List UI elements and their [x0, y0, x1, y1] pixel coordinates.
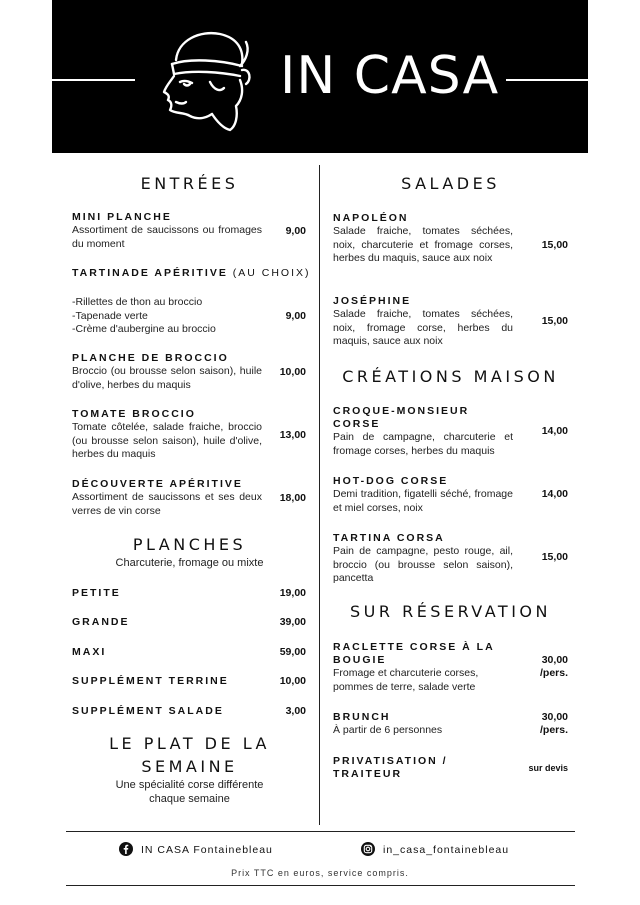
item-description: Broccio (ou brousse selon saison), huile d'olive, herbes du maquis: [72, 365, 262, 391]
item-name: HOT-DOG CORSE: [333, 475, 449, 487]
column-divider: [319, 165, 320, 825]
footer-rule-bottom: [66, 885, 575, 886]
instagram-label: in_casa_fontainebleau: [383, 844, 510, 856]
item-name: DÉCOUVERTE APÉRITIVE: [72, 478, 243, 490]
item-price: 13,00: [279, 429, 306, 441]
item-price: 10,00: [279, 675, 306, 687]
menu-item: [72, 211, 262, 251]
item-price: 3,00: [285, 705, 306, 717]
menu-item: [72, 705, 262, 718]
section-title-plat: [72, 732, 307, 778]
menu-item: [333, 295, 513, 349]
facebook-link[interactable]: [119, 843, 273, 857]
item-price: 14,00: [541, 425, 568, 437]
section-title-creations: CRÉATIONS MAISON: [342, 367, 559, 386]
item-name: BRUNCH: [333, 711, 391, 723]
item-name: CROQUE-MONSIEUR CORSE: [333, 405, 470, 430]
menu-item: [333, 405, 513, 458]
item-name: MINI PLANCHE: [72, 211, 172, 223]
banner-rule-left: [52, 79, 135, 81]
price-note: Prix TTC en euros, service compris.: [231, 868, 409, 878]
item-name: NAPOLÉON: [333, 212, 409, 224]
item-description: Assortiment de saucissons et ses deux verres de vin corse: [72, 491, 262, 517]
item-name: TOMATE BROCCIO: [72, 408, 196, 420]
item-description: Tomate côtelée, salade fraiche, broccio (ou brousse selon saison), huile d'olive, herbes du maquis: [72, 421, 262, 460]
item-name: SUPPLÉMENT SALADE: [72, 705, 224, 717]
item-description: Pain de campagne, charcuterie et fromage corses, herbes du maquis: [333, 431, 513, 457]
section-title-entrees: ENTRÉES: [140, 174, 239, 193]
item-name: TARTINA CORSA: [333, 532, 445, 544]
menu-item: [333, 755, 523, 781]
plat-description-line: chaque semaine: [149, 793, 230, 805]
menu-item: [72, 646, 262, 659]
item-price-unit: /pers.: [539, 724, 568, 736]
brand-title: IN CASA: [280, 46, 500, 106]
item-description: Pain de campagne, pesto rouge, ail, broccio (ou brousse selon saison), pancetta: [333, 545, 513, 584]
section-title-salades: SALADES: [401, 174, 500, 193]
item-option: -Crème d'aubergine au broccio: [72, 323, 216, 335]
item-price: 59,00: [279, 646, 306, 658]
item-price: 15,00: [541, 315, 568, 327]
menu-item: [333, 641, 523, 694]
instagram-icon: [361, 842, 375, 856]
instagram-link[interactable]: [361, 843, 509, 857]
item-description: Assortiment de saucissons ou fromages du moment: [72, 224, 262, 250]
item-name: PETITE: [72, 587, 121, 599]
facebook-icon: [119, 842, 133, 856]
item-name: SUPPLÉMENT TERRINE: [72, 675, 229, 687]
item-name: GRANDE: [72, 616, 130, 628]
facebook-label: IN CASA Fontainebleau: [141, 844, 273, 856]
item-name: RACLETTE CORSE À LA: [333, 641, 495, 653]
item-price: 15,00: [541, 551, 568, 563]
item-price: 18,00: [279, 492, 306, 504]
menu-item: [72, 267, 312, 280]
item-name: PRIVATISATION /: [333, 755, 448, 767]
item-price-unit: /pers.: [539, 667, 568, 679]
item-name: BOUGIE: [333, 654, 387, 666]
item-name: TRAITEUR: [333, 768, 403, 780]
section-title-reservation: SUR RÉSERVATION: [350, 602, 551, 621]
item-price: [524, 711, 568, 737]
item-name: MAXI: [72, 646, 107, 658]
item-price: 9,00: [285, 225, 306, 237]
header-banner: [52, 0, 588, 153]
section-title-line: SEMAINE: [141, 757, 238, 776]
item-name: [72, 267, 312, 280]
menu-item: [72, 352, 262, 392]
item-price: [524, 654, 568, 680]
footer-rule-top: [66, 831, 575, 832]
item-name-suffix: (AU CHOIX): [232, 267, 311, 279]
menu-item: [72, 408, 262, 462]
item-price: 15,00: [541, 239, 568, 251]
item-option: -Rillettes de thon au broccio: [72, 296, 203, 308]
moor-head-logo-icon: [150, 20, 254, 134]
menu-item: [72, 675, 262, 688]
menu-item: [333, 212, 513, 266]
item-name-text: TARTINADE APÉRITIVE: [72, 267, 228, 279]
item-description: À partir de 6 personnes: [333, 724, 443, 736]
plat-description-line: Une spécialité corse différente: [115, 779, 264, 791]
item-price: 19,00: [279, 587, 306, 599]
item-option: -Tapenade verte: [72, 309, 148, 322]
item-price: 39,00: [279, 616, 306, 628]
item-description: pommes de terre, salade verte: [333, 680, 476, 693]
item-price: 10,00: [279, 366, 306, 378]
section-title-line: LE PLAT DE LA: [109, 734, 270, 753]
item-description: Salade fraiche, tomates séchées, noix, fromage corse, herbes du maquis, sauce aux noix: [333, 308, 513, 347]
menu-item: [72, 616, 262, 629]
menu-item: [72, 478, 262, 518]
item-price: 14,00: [541, 488, 568, 500]
item-price-value: 30,00: [541, 711, 568, 723]
menu-item-options: [72, 296, 272, 337]
item-description: Fromage et charcuterie corses,: [333, 667, 479, 679]
menu-item: [72, 587, 262, 600]
plat-description: [72, 778, 307, 806]
item-price: 9,00: [285, 310, 306, 322]
item-name: JOSÉPHINE: [333, 295, 412, 307]
item-name: PLANCHE DE BROCCIO: [72, 352, 229, 364]
banner-rule-right: [506, 79, 588, 81]
item-description: Salade fraiche, tomates séchées, noix, charcuterie et fromage corses, herbes du maquis, sauce aux noix: [333, 225, 513, 264]
menu-item: [333, 475, 513, 515]
menu-item: [333, 532, 513, 586]
section-title-planches: PLANCHES: [132, 535, 247, 554]
item-price: sur devis: [528, 763, 568, 773]
menu-item: [333, 711, 523, 738]
item-description: Demi tradition, figatelli séché, fromage et miel corses, noix: [333, 488, 513, 514]
section-subtitle: Charcuterie, fromage ou mixte: [115, 557, 264, 569]
item-price-value: 30,00: [541, 654, 568, 666]
